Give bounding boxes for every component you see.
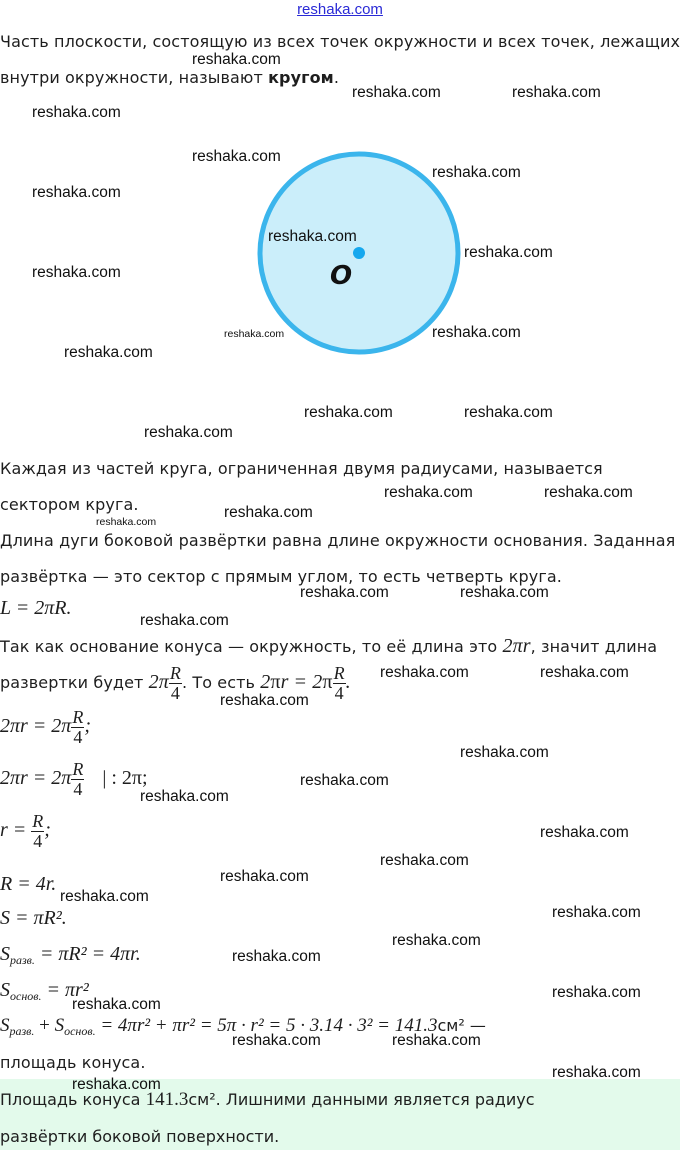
center-point xyxy=(353,247,365,259)
eq3-semicolon: ; xyxy=(44,819,51,841)
watermark: reshaka.com xyxy=(540,664,629,681)
solution-line-4-text: развертки будет xyxy=(0,673,149,692)
fraction-r-over-4 xyxy=(169,664,182,703)
solution-line-2: развёртка — это сектор с прямым углом, то есть четверть круга. xyxy=(0,567,562,586)
eq7-sub: основ. xyxy=(10,989,42,1003)
eq8-sub1: разв. xyxy=(9,1024,35,1038)
eq1-fraction xyxy=(71,708,84,747)
fraction-denominator-b: 4 xyxy=(334,683,344,703)
eq2-lhs: 2πr = 2π xyxy=(0,767,72,789)
intro-line-2 xyxy=(0,67,339,89)
watermark: reshaka.com xyxy=(60,888,149,905)
intro-text: внутри окружности, называют xyxy=(0,68,269,87)
watermark: reshaka.com xyxy=(464,404,553,421)
eq8-S1: S xyxy=(0,1015,10,1036)
solution-line-1: Длина дуги боковой развёртки равна длине окружности основания. Заданная xyxy=(0,531,676,550)
equation-1 xyxy=(0,708,91,747)
eq6-S: S xyxy=(0,943,10,965)
answer-text: Площадь конуса xyxy=(0,1090,146,1109)
fraction-denominator: 4 xyxy=(170,683,180,703)
watermark: reshaka.com xyxy=(464,244,553,261)
watermark: reshaka.com xyxy=(144,424,233,441)
watermark: reshaka.com xyxy=(460,744,549,761)
circumference-expr: 2πr xyxy=(502,635,531,657)
eq2-divide: | : 2π; xyxy=(102,767,148,789)
eq2-den: 4 xyxy=(73,779,83,799)
watermark: reshaka.com xyxy=(304,404,393,421)
watermark: reshaka.com xyxy=(392,1032,481,1049)
period: . xyxy=(345,671,351,693)
sector-def-line-1: Каждая из частей круга, ограниченная двумя радиусами, называется xyxy=(0,459,603,478)
watermark: reshaka.com xyxy=(392,932,481,949)
equation-2 xyxy=(0,760,148,799)
equation-3 xyxy=(0,812,51,851)
two-pi: 2π xyxy=(148,671,169,693)
watermark: reshaka.com xyxy=(380,664,469,681)
watermark: reshaka.com xyxy=(224,504,313,521)
watermark: reshaka.com xyxy=(220,868,309,885)
eq1-lhs: 2πr = 2π xyxy=(0,715,72,737)
term-circle: кругом xyxy=(268,68,334,87)
eq2-fraction xyxy=(71,760,84,799)
fraction-r-over-4-b xyxy=(333,664,346,703)
watermark: reshaka.com xyxy=(268,228,357,245)
watermark: reshaka.com xyxy=(380,852,469,869)
solution-line-3 xyxy=(0,634,657,658)
watermark: reshaka.com xyxy=(552,1064,641,1081)
watermark: reshaka.com xyxy=(300,772,389,789)
eq8-rhs: = 4πr² + πr² = 5π · r² = 5 · 3.14 · 3² = 141.3 xyxy=(95,1015,438,1036)
equation-6 xyxy=(0,942,141,972)
cone-area-label: площадь конуса. xyxy=(0,1053,146,1072)
eq3-den: 4 xyxy=(33,831,43,851)
equation-8: $S_{разв.} + S_{основ.} = 4\pi r^2 + \pi r^2 = 5\pi \cdot r^2 = 5 \cdot 3.14 \cdot 3^2 = 141.3см^2$ — xyxy=(0,1015,486,1038)
answer-line-2: развёртки боковой поверхности. xyxy=(0,1127,280,1146)
eq7-S: S xyxy=(0,979,10,1001)
answer-text-tail: см². Лишними данными является радиус xyxy=(188,1090,535,1109)
watermark: reshaka.com xyxy=(552,984,641,1001)
eq8-unit: см² — xyxy=(437,1016,486,1035)
watermark: reshaka.com xyxy=(220,692,309,709)
eq1-semicolon: ; xyxy=(84,715,91,737)
watermark: reshaka.com xyxy=(540,824,629,841)
watermark: reshaka.com xyxy=(552,904,641,921)
watermark: reshaka.com xyxy=(32,104,121,121)
watermark: reshaka.com xyxy=(232,948,321,965)
watermark: reshaka.com xyxy=(384,484,473,501)
eq6-rhs: = πR² = 4πr. xyxy=(34,943,141,965)
equation-L: L = 2πR. xyxy=(0,597,72,619)
watermark: reshaka.com xyxy=(192,148,281,165)
center-label: O xyxy=(330,261,353,291)
watermark: reshaka.com xyxy=(352,84,441,101)
eq1-num: R xyxy=(72,707,84,727)
watermark: reshaka.com xyxy=(140,788,229,805)
watermark: reshaka.com xyxy=(140,612,229,629)
solution-line-4-mid: . То есть xyxy=(181,673,261,692)
answer-value: 141.3 xyxy=(145,1089,189,1110)
watermark: reshaka.com xyxy=(544,484,633,501)
watermark: reshaka.com xyxy=(64,344,153,361)
solution-line-3-tail: , значит длина xyxy=(530,637,658,656)
watermark: reshaka.com xyxy=(72,996,161,1013)
sector-def-line-2: сектором круга. xyxy=(0,495,139,514)
watermark: reshaka.com xyxy=(432,164,521,181)
site-header-link[interactable]: reshaka.com xyxy=(297,1,383,18)
watermark: reshaka.com xyxy=(72,1076,161,1093)
watermark: reshaka.com xyxy=(460,584,549,601)
eq1-den: 4 xyxy=(73,727,83,747)
eq8-sub2: основ. xyxy=(64,1024,96,1038)
intro-period: . xyxy=(333,68,340,87)
eq3-num: R xyxy=(32,811,44,831)
eq7-rhs: = πr² xyxy=(41,979,89,1001)
watermark: reshaka.com xyxy=(192,51,281,68)
watermark: reshaka.com xyxy=(432,324,521,341)
watermark: reshaka.com xyxy=(224,328,285,340)
watermark: reshaka.com xyxy=(32,184,121,201)
watermark: reshaka.com xyxy=(96,516,157,528)
watermark: reshaka.com xyxy=(232,1032,321,1049)
intro-line-1: Часть плоскости, состоящую из всех точек окружности и всех точек, лежащих xyxy=(0,32,680,51)
watermark: reshaka.com xyxy=(300,584,389,601)
watermark: reshaka.com xyxy=(32,264,121,281)
eq3-fraction xyxy=(31,812,44,851)
eq3-lhs: r = xyxy=(0,819,32,841)
eq8-S2: S xyxy=(54,1015,65,1036)
equation-4: R = 4r. xyxy=(0,873,57,895)
fraction-numerator-b: R xyxy=(333,663,345,683)
equation-5: S = πR². xyxy=(0,907,67,929)
watermark: reshaka.com xyxy=(512,84,601,101)
eq2-num: R xyxy=(72,759,84,779)
eq6-sub: разв. xyxy=(10,953,35,967)
eq-inline: 2πr = 2π xyxy=(260,671,333,693)
solution-line-3-text: Так как основание конуса — окружность, то её длина это xyxy=(0,637,503,656)
fraction-numerator: R xyxy=(169,663,181,683)
